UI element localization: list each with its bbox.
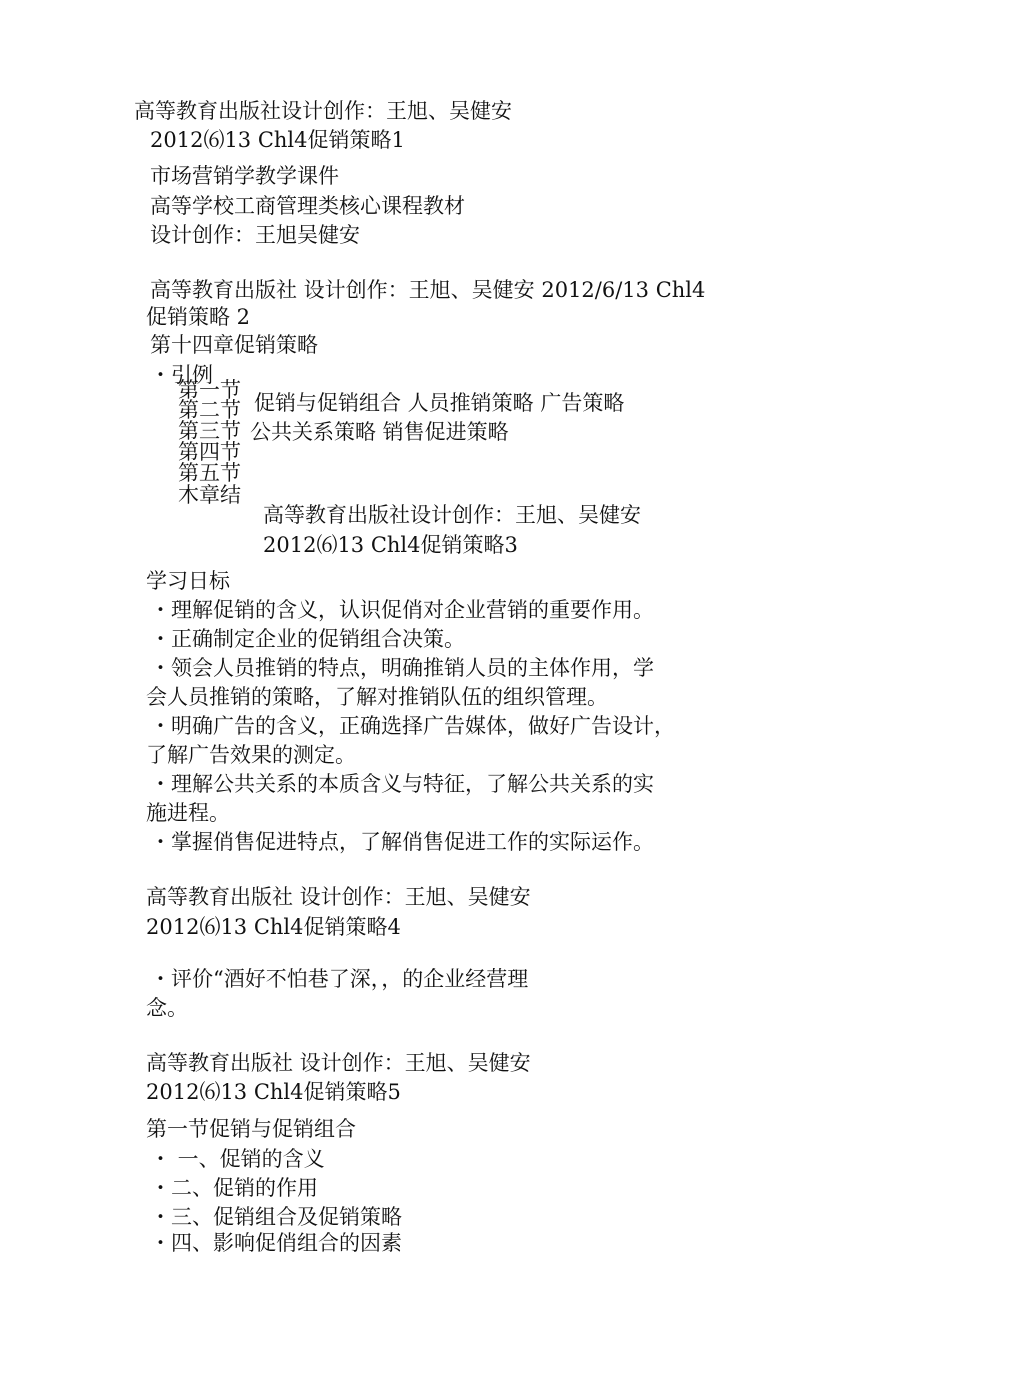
slide3-title: 学习日标: [146, 569, 230, 593]
slide1-header-line2: 2012⑹13 Chl4促销策略1: [150, 128, 405, 152]
slide5-title: 第一节促销与促销组合: [146, 1117, 356, 1141]
slide5-item-1: ・ 一、促销的含义: [150, 1147, 325, 1171]
objective-line-5: ・明确广告的含义，正确选择广告媒体，做好广告设计，: [150, 714, 675, 738]
slide4-body-line1: ・评价“酒好不怕巷了深，，的企业经营理: [150, 967, 529, 991]
slide2-intro: ・引例: [150, 363, 213, 387]
slide1-authors: 设计创作：王旭吴健安: [150, 223, 360, 247]
section-label-4: 第四节: [178, 440, 241, 464]
objective-line-9: ・掌握俏售促进特点，了解俏售促进工作的实际运作。: [150, 830, 654, 854]
slide3-header-line2: 2012⑹13 Chl4促销策略3: [263, 533, 518, 557]
objective-line-1: ・理解促销的含义，认识促俏对企业营销的重要作用。: [150, 598, 654, 622]
section-label-summary: 木章结: [178, 483, 241, 507]
slide5-item-2: ・二、促销的作用: [150, 1176, 318, 1200]
objective-line-8: 施进程。: [146, 801, 230, 825]
objective-line-2: ・正确制定企业的促销组合决策。: [150, 627, 465, 651]
objective-line-3: ・领会人员推销的特点，明确推销人员的主体作用，学: [150, 656, 654, 680]
section-label-2: 第二节: [178, 398, 241, 422]
slide1-course-title: 市场营销学教学课件: [150, 164, 339, 188]
sections-row2: 公共关系策略 销售促进策略: [250, 420, 509, 444]
slide4-body-line2: 念。: [146, 996, 188, 1020]
section-label-5: 第五节: [178, 461, 241, 485]
slide5-item-3: ・三、促销组合及促销策略: [150, 1205, 402, 1229]
sections-row1: 促销与促销组合 人员推销策略 广告策略: [254, 391, 625, 415]
slide5-header-line2: 2012⑹13 Chl4促销策略5: [146, 1080, 401, 1104]
slide5-item-4: ・四、影响促俏组合的因素: [150, 1231, 402, 1255]
objective-line-4: 会人员推销的策略，了解对推销队伍的组织管理。: [146, 685, 608, 709]
slide1-header-line1: 高等教育出版社设计创作：王旭、吴健安: [134, 99, 512, 123]
slide5-header-line1: 高等教育出版社 设计创作：王旭、吴健安: [146, 1051, 531, 1075]
section-label-1: 第一节: [178, 378, 241, 402]
slide2-header-line1: 高等教育出版社 设计创作：王旭、吴健安 2012/6/13 Chl4: [150, 278, 706, 302]
slide4-header-line1: 高等教育出版社 设计创作：王旭、吴健安: [146, 885, 531, 909]
slide4-header-line2: 2012⑹13 Chl4促销策略4: [146, 915, 401, 939]
slide2-chapter-title: 第十四章促销策略: [150, 333, 318, 357]
objective-line-7: ・理解公共关系的本质含义与特征，了解公共关系的实: [150, 772, 654, 796]
slide2-header-line2: 促销策略 2: [146, 305, 251, 329]
slide3-header-line1: 高等教育出版社设计创作：王旭、吴健安: [263, 503, 641, 527]
slide1-textbook: 高等学校工商管理类核心课程教材: [150, 194, 465, 218]
objective-line-6: 了解广告效果的测定。: [146, 743, 356, 767]
section-label-3: 第三节: [178, 419, 241, 443]
